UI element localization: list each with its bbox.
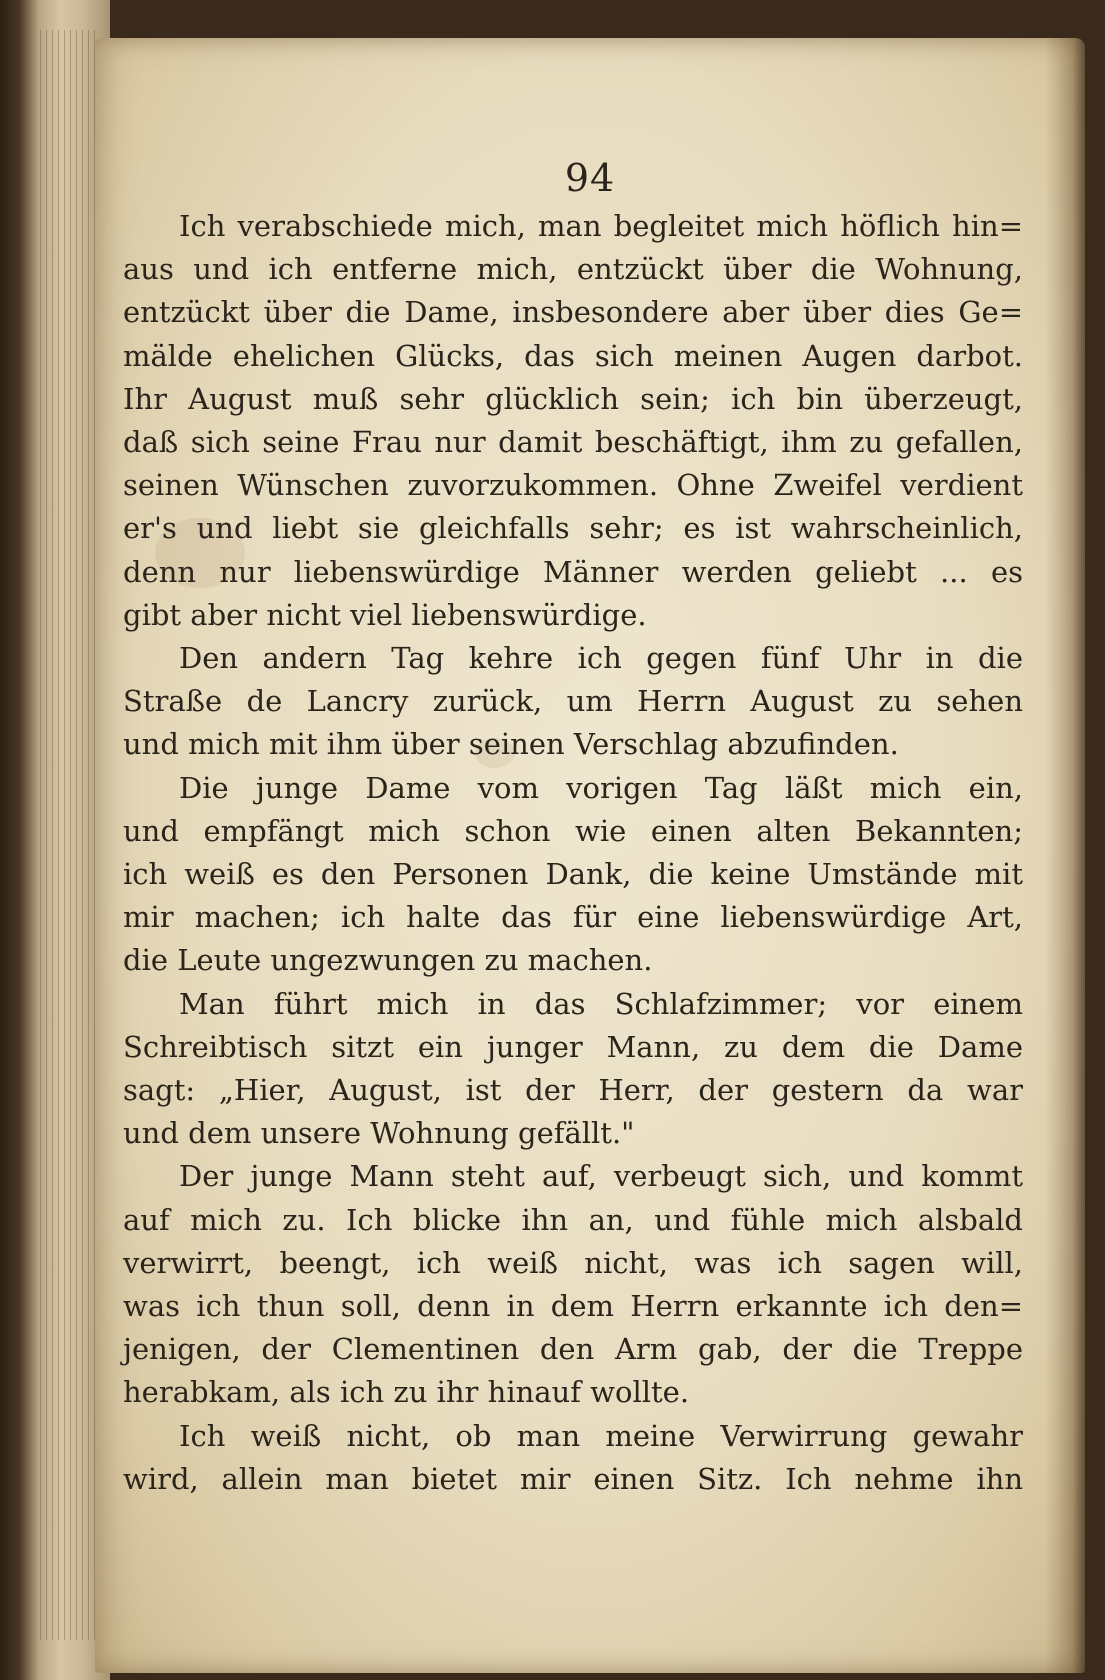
- text-line: denn nur liebenswürdige Männer werden geliebt ... es: [123, 554, 1023, 589]
- text-line: was ich thun soll, denn in dem Herrn erkannte ich den=: [123, 1289, 1023, 1324]
- page-number: 94: [564, 156, 616, 200]
- text-line: mir machen; ich halte das für eine liebenswürdige Art,: [123, 900, 1023, 935]
- text-line: Ich weiß nicht, ob man meine Verwirrung gewahr: [179, 1418, 1023, 1453]
- text-line: auf mich zu. Ich blicke ihn an, und fühle mich alsbald: [123, 1202, 1023, 1237]
- text-line: und empfängt mich schon wie einen alten Bekannten;: [123, 813, 1023, 848]
- text-line: sagt: „Hier, August, ist der Herr, der gestern da war: [123, 1073, 1023, 1108]
- text-line: und dem unsere Wohnung gefällt.": [123, 1116, 635, 1151]
- text-line: verwirrt, beengt, ich weiß nicht, was ich sagen will,: [123, 1245, 1023, 1280]
- text-line: entzückt über die Dame, insbesondere aber über dies Ge=: [123, 295, 1023, 330]
- text-line: jenigen, der Clementinen den Arm gab, der die Treppe: [123, 1332, 1023, 1367]
- body-text: [123, 205, 1023, 1501]
- text-line: Die junge Dame vom vorigen Tag läßt mich ein,: [179, 770, 1023, 805]
- text-line: herabkam, als ich zu ihr hinauf wollte.: [123, 1375, 690, 1410]
- text-line: Ich verabschiede mich, man begleitet mich höflich hin=: [179, 209, 1023, 243]
- text-line: die Leute ungezwungen zu machen.: [123, 943, 653, 978]
- text-line: Den andern Tag kehre ich gegen fünf Uhr in die: [179, 641, 1023, 676]
- text-line: er's und liebt sie gleichfalls sehr; es ist wahrscheinlich,: [123, 511, 1023, 546]
- text-line: Man führt mich in das Schlafzimmer; vor einem: [179, 986, 1023, 1021]
- text-line: aus und ich entferne mich, entzückt über die Wohnung,: [123, 252, 1023, 287]
- text-line: mälde ehelichen Glücks, das sich meinen Augen darbot.: [123, 338, 1023, 373]
- book-page-edges: [0, 0, 110, 1680]
- text-line: Ihr August muß sehr glücklich sein; ich bin überzeugt,: [123, 381, 1023, 416]
- text-line: Der junge Mann steht auf, verbeugt sich, und kommt: [179, 1159, 1023, 1194]
- stacked-page-edges: [40, 30, 100, 1640]
- spine-shadow: [1045, 38, 1085, 1673]
- text-line: daß sich seine Frau nur damit beschäftigt, ihm zu gefallen,: [123, 425, 1023, 460]
- text-line: seinen Wünschen zuvorzukommen. Ohne Zweifel verdient: [123, 468, 1023, 503]
- text-line: ich weiß es den Personen Dank, die keine Umstände mit: [123, 857, 1023, 892]
- text-line: Schreibtisch sitzt ein junger Mann, zu dem die Dame: [123, 1029, 1023, 1064]
- text-line: wird, allein man bietet mir einen Sitz. Ich nehme ihn: [123, 1461, 1023, 1496]
- text-line: Straße de Lancry zurück, um Herrn August zu sehen: [123, 684, 1023, 719]
- text-line: gibt aber nicht viel liebenswürdige.: [123, 597, 647, 632]
- text-line: und mich mit ihm über seinen Verschlag abzufinden.: [123, 727, 899, 762]
